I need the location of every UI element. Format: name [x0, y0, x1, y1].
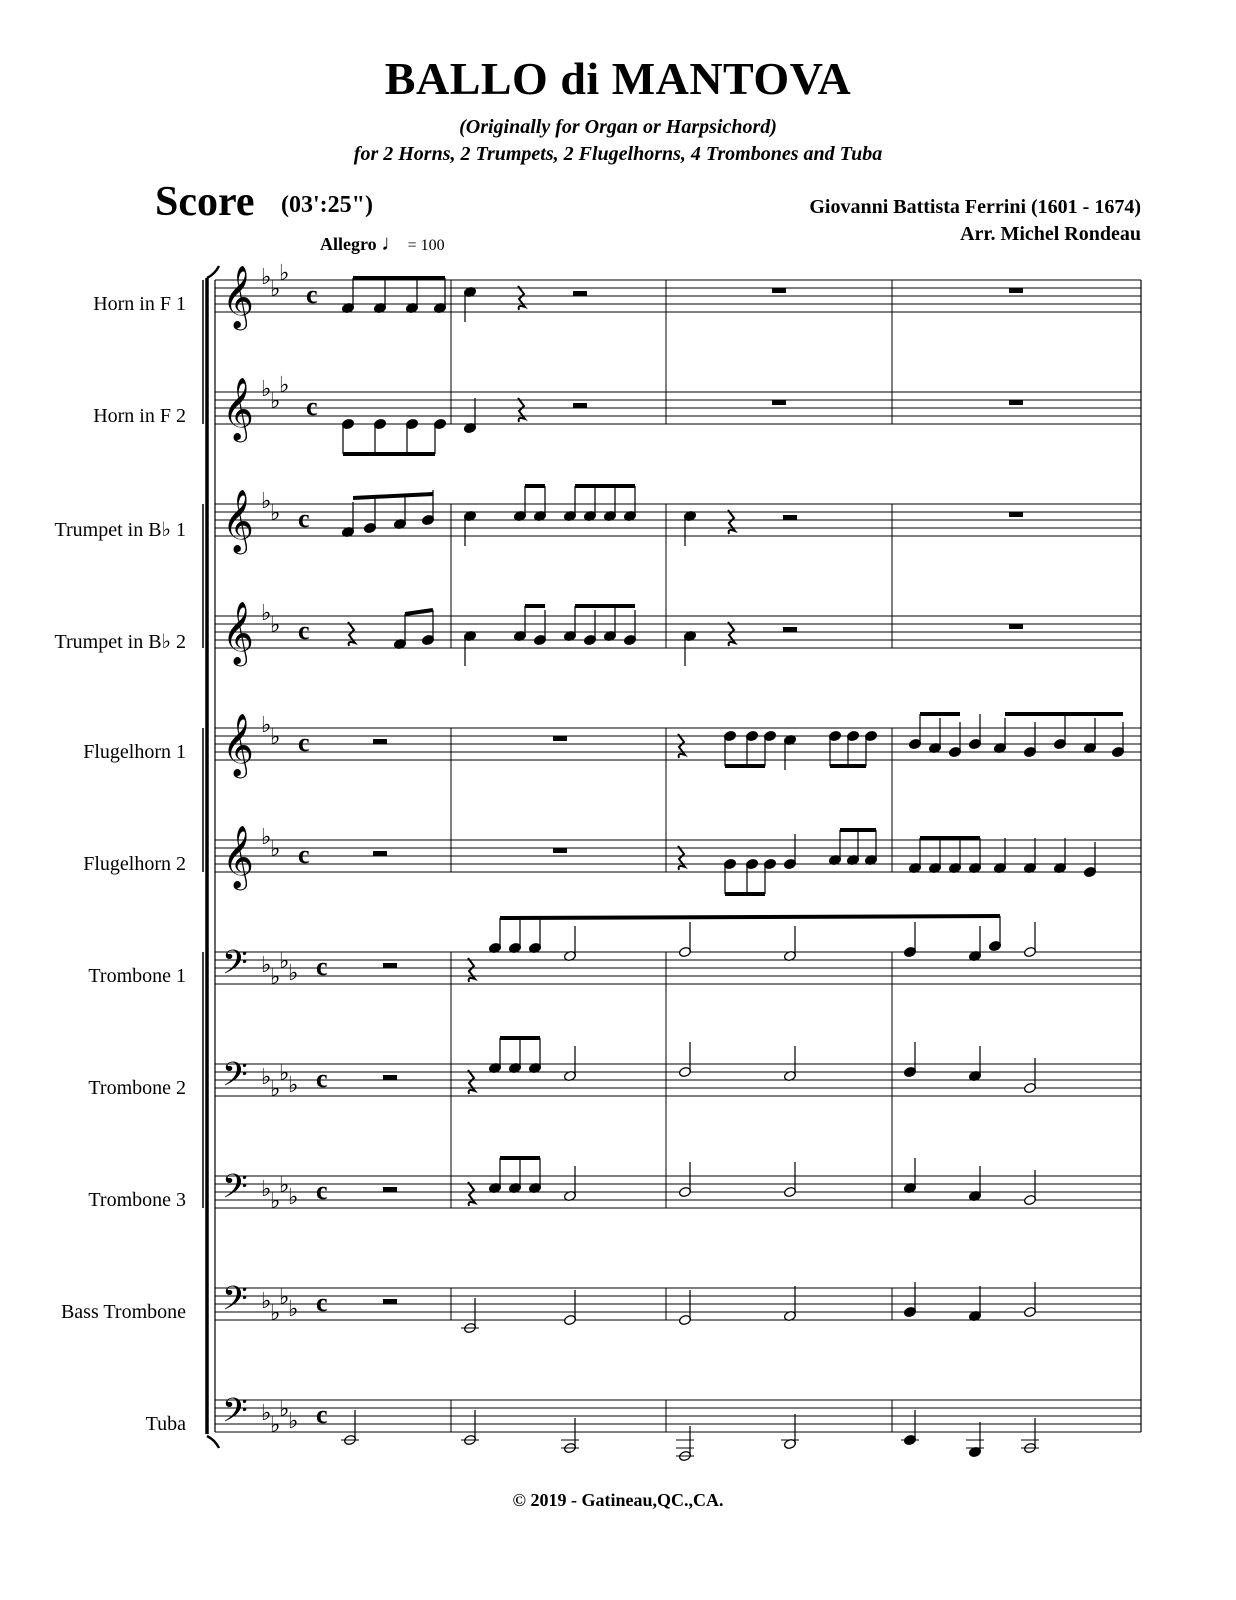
instrument-label-flugelhorn2: Flugelhorn 2	[83, 853, 186, 875]
tempo-value: = 100	[407, 237, 445, 254]
tempo-word: Allegro	[320, 234, 377, 254]
flat-accidental-icon: ♭	[288, 1073, 299, 1098]
common-time-icon: c	[298, 616, 310, 645]
bracket-top-hook	[207, 266, 219, 278]
treble-clef-icon: 𝄞	[222, 377, 254, 440]
whole-rest-icon	[553, 736, 567, 741]
common-time-icon: c	[316, 952, 328, 981]
flat-accidental-icon: ♭	[270, 1077, 281, 1102]
half-rest-icon	[383, 963, 397, 968]
instrument-label-bass-trombone: Bass Trombone	[60, 1301, 186, 1323]
bracket-bottom-hook	[207, 1436, 219, 1448]
whole-rest-icon	[553, 848, 567, 853]
note-beam	[353, 494, 433, 498]
common-time-icon: c	[306, 392, 318, 421]
instrument-label-flugelhorn1: Flugelhorn 1	[83, 741, 186, 763]
flat-accidental-icon: ♭	[270, 613, 281, 638]
whole-rest-icon	[1009, 624, 1023, 629]
instrument-label-trombone1: Trombone 1	[88, 965, 186, 987]
instrument-label-trumpet2: Trumpet in B♭ 2	[54, 631, 186, 653]
common-time-icon: c	[316, 1064, 328, 1093]
common-time-icon: c	[298, 504, 310, 533]
treble-clef-icon: 𝄞	[222, 489, 254, 552]
instrument-label-trombone3: Trombone 3	[88, 1189, 186, 1211]
bass-clef-icon: 𝄢	[222, 1392, 248, 1438]
flat-accidental-icon: ♭	[261, 1065, 272, 1090]
flat-accidental-icon: ♭	[279, 1397, 290, 1422]
treble-clef-icon: 𝄞	[222, 265, 254, 328]
arranger-credit: Arr. Michel Rondeau	[960, 223, 1141, 245]
bass-clef-icon: 𝄢	[222, 1056, 248, 1102]
flat-accidental-icon: ♭	[261, 1289, 272, 1314]
flat-accidental-icon: ♭	[270, 725, 281, 750]
quarter-rest-icon	[348, 622, 355, 646]
whole-rest-icon	[772, 400, 786, 405]
arrangement-instrumentation: for 2 Horns, 2 Trumpets, 2 Flugelhorns, 4 Trombones and Tuba	[353, 143, 883, 165]
original-instrumentation-note: (Originally for Organ or Harpsichord)	[459, 116, 777, 138]
flat-accidental-icon: ♭	[261, 1401, 272, 1426]
half-rest-icon	[383, 1187, 397, 1192]
quarter-rest-icon	[468, 958, 475, 982]
copyright-notice: © 2019 - Gatineau,QC.,CA.	[512, 1490, 724, 1510]
quarter-rest-icon	[518, 398, 525, 422]
quarter-note-icon: ♩	[381, 230, 404, 255]
common-time-icon: c	[298, 728, 310, 757]
flat-accidental-icon: ♭	[261, 1177, 272, 1202]
quarter-rest-icon	[678, 846, 685, 870]
half-rest-icon	[783, 515, 797, 520]
instrument-label-horn1: Horn in F 1	[93, 293, 186, 315]
common-time-icon: c	[298, 840, 310, 869]
half-rest-icon	[383, 1075, 397, 1080]
flat-accidental-icon: ♭	[270, 1413, 281, 1438]
flat-accidental-icon: ♭	[288, 1297, 299, 1322]
flat-accidental-icon: ♭	[270, 1189, 281, 1214]
half-rest-icon	[573, 291, 587, 296]
flat-accidental-icon: ♭	[261, 265, 272, 290]
flat-accidental-icon: ♭	[288, 1185, 299, 1210]
half-rest-icon	[373, 851, 387, 856]
treble-clef-icon: 𝄞	[222, 825, 254, 888]
common-time-icon: c	[316, 1288, 328, 1317]
flat-accidental-icon: ♭	[279, 1285, 290, 1310]
quarter-rest-icon	[678, 734, 685, 758]
flat-accidental-icon: ♭	[261, 489, 272, 514]
flat-accidental-icon: ♭	[261, 953, 272, 978]
note-beam	[500, 916, 1000, 918]
flat-accidental-icon: ♭	[261, 713, 272, 738]
flat-accidental-icon: ♭	[261, 825, 272, 850]
instrument-label-trombone2: Trombone 2	[88, 1077, 186, 1099]
common-time-icon: c	[316, 1176, 328, 1205]
whole-rest-icon	[772, 288, 786, 293]
common-time-icon: c	[316, 1400, 328, 1429]
whole-rest-icon	[1009, 400, 1023, 405]
flat-accidental-icon: ♭	[288, 961, 299, 986]
instrument-label-horn2: Horn in F 2	[93, 405, 186, 427]
composer-credit: Giovanni Battista Ferrini (1601 - 1674)	[809, 196, 1141, 218]
flat-accidental-icon: ♭	[270, 1301, 281, 1326]
quarter-rest-icon	[728, 622, 735, 646]
half-rest-icon	[373, 739, 387, 744]
whole-rest-icon	[1009, 512, 1023, 517]
flat-accidental-icon: ♭	[270, 389, 281, 414]
flat-accidental-icon: ♭	[270, 501, 281, 526]
flat-accidental-icon: ♭	[279, 373, 290, 398]
quarter-rest-icon	[728, 510, 735, 534]
duration-label: (03':25")	[281, 192, 373, 218]
flat-accidental-icon: ♭	[279, 261, 290, 286]
half-rest-icon	[783, 627, 797, 632]
quarter-rest-icon	[518, 286, 525, 310]
flat-accidental-icon: ♭	[261, 601, 272, 626]
flat-accidental-icon: ♭	[270, 277, 281, 302]
note-beam	[405, 610, 433, 614]
score-label: Score	[155, 179, 255, 225]
flat-accidental-icon: ♭	[279, 1173, 290, 1198]
quarter-rest-icon	[468, 1182, 475, 1206]
treble-clef-icon: 𝄞	[222, 601, 254, 664]
flat-accidental-icon: ♭	[261, 377, 272, 402]
bass-clef-icon: 𝄢	[222, 1168, 248, 1214]
piece-title: BALLO di MANTOVA	[384, 53, 852, 104]
flat-accidental-icon: ♭	[288, 1409, 299, 1434]
flat-accidental-icon: ♭	[279, 949, 290, 974]
instrument-label-trumpet1: Trumpet in B♭ 1	[54, 519, 186, 541]
half-rest-icon	[383, 1299, 397, 1304]
flat-accidental-icon: ♭	[270, 965, 281, 990]
bass-clef-icon: 𝄢	[222, 944, 248, 990]
bass-clef-icon: 𝄢	[222, 1280, 248, 1326]
flat-accidental-icon: ♭	[270, 837, 281, 862]
common-time-icon: c	[306, 280, 318, 309]
quarter-rest-icon	[468, 1070, 475, 1094]
treble-clef-icon: 𝄞	[222, 713, 254, 776]
instrument-label-tuba: Tuba	[145, 1413, 186, 1435]
whole-rest-icon	[1009, 288, 1023, 293]
flat-accidental-icon: ♭	[279, 1061, 290, 1086]
half-rest-icon	[573, 403, 587, 408]
